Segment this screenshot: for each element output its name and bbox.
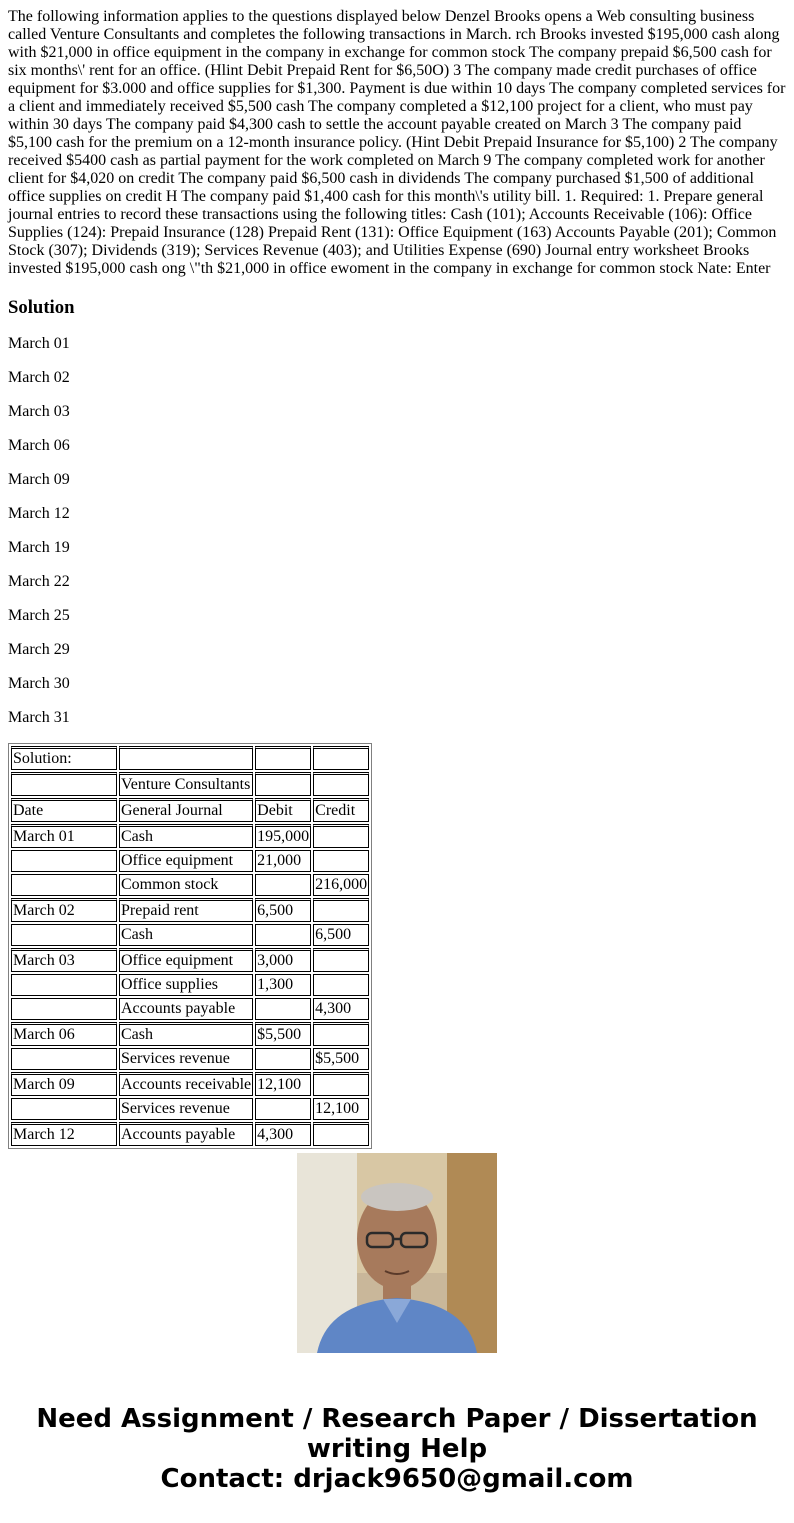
entry-date-cell: March 12 bbox=[11, 1122, 117, 1146]
date-item: March 03 bbox=[8, 403, 70, 420]
date-item: March 12 bbox=[8, 505, 70, 522]
date-item: March 25 bbox=[8, 607, 70, 624]
debit-cell: 195,000 bbox=[255, 824, 311, 848]
date-item: March 02 bbox=[8, 369, 70, 386]
table-cell bbox=[255, 746, 311, 770]
date-list bbox=[8, 335, 786, 727]
table-row bbox=[11, 998, 369, 1020]
table-row bbox=[11, 1022, 369, 1046]
entry-date-cell: March 09 bbox=[11, 1072, 117, 1096]
table-row bbox=[11, 924, 369, 946]
credit-cell: $5,500 bbox=[313, 1048, 369, 1070]
debit-cell: 4,300 bbox=[255, 1122, 311, 1146]
table-row bbox=[11, 824, 369, 848]
column-header-credit: Credit bbox=[313, 798, 369, 822]
debit-cell: 1,300 bbox=[255, 974, 311, 996]
table-cell bbox=[313, 772, 369, 796]
date-item: March 30 bbox=[8, 675, 70, 692]
date-item: March 22 bbox=[8, 573, 70, 590]
table-row bbox=[11, 974, 369, 996]
debit-cell bbox=[255, 998, 311, 1020]
debit-cell: 3,000 bbox=[255, 948, 311, 972]
credit-cell: 6,500 bbox=[313, 924, 369, 946]
table-cell: Solution: bbox=[11, 746, 117, 770]
date-item: March 29 bbox=[8, 641, 70, 658]
account-cell: Accounts payable bbox=[119, 1122, 253, 1146]
table-header-row bbox=[11, 798, 369, 822]
column-header-debit: Debit bbox=[255, 798, 311, 822]
footer-contact bbox=[0, 1404, 794, 1494]
table-row bbox=[11, 948, 369, 972]
footer-line-2: writing Help bbox=[306, 1434, 488, 1464]
account-cell: Office equipment bbox=[119, 948, 253, 972]
debit-cell: 6,500 bbox=[255, 898, 311, 922]
credit-cell bbox=[313, 948, 369, 972]
date-item: March 31 bbox=[8, 709, 70, 726]
entry-date-cell: March 01 bbox=[11, 824, 117, 848]
credit-cell bbox=[313, 898, 369, 922]
credit-cell bbox=[313, 1022, 369, 1046]
footer-line-1: Need Assignment / Research Paper / Dissertation bbox=[36, 1404, 758, 1434]
credit-cell bbox=[313, 1072, 369, 1096]
entry-date-cell bbox=[11, 924, 117, 946]
table-cell bbox=[11, 772, 117, 796]
account-cell: Cash bbox=[119, 924, 253, 946]
account-cell: Accounts receivable bbox=[119, 1072, 253, 1096]
entry-date-cell: March 03 bbox=[11, 948, 117, 972]
debit-cell: 21,000 bbox=[255, 850, 311, 872]
date-item: March 19 bbox=[8, 539, 70, 556]
entry-date-cell bbox=[11, 998, 117, 1020]
date-item: March 01 bbox=[8, 335, 70, 352]
debit-cell bbox=[255, 1098, 311, 1120]
company-name-cell: Venture Consultants bbox=[119, 772, 253, 796]
entry-date-cell bbox=[11, 850, 117, 872]
journal-table bbox=[8, 743, 372, 1149]
table-row bbox=[11, 746, 369, 770]
table-row bbox=[11, 1072, 369, 1096]
debit-cell bbox=[255, 1048, 311, 1070]
credit-cell bbox=[313, 1122, 369, 1146]
date-item: March 06 bbox=[8, 437, 70, 454]
table-row bbox=[11, 850, 369, 872]
entry-date-cell: March 02 bbox=[11, 898, 117, 922]
table-cell bbox=[313, 746, 369, 770]
avatar-portrait-icon bbox=[297, 1153, 497, 1353]
account-cell: Prepaid rent bbox=[119, 898, 253, 922]
table-cell bbox=[119, 746, 253, 770]
table-row bbox=[11, 1098, 369, 1120]
debit-cell bbox=[255, 924, 311, 946]
column-header-date: Date bbox=[11, 798, 117, 822]
debit-cell bbox=[255, 874, 311, 896]
account-cell: Cash bbox=[119, 824, 253, 848]
debit-cell: $5,500 bbox=[255, 1022, 311, 1046]
credit-cell bbox=[313, 850, 369, 872]
account-cell: Cash bbox=[119, 1022, 253, 1046]
entry-date-cell bbox=[11, 1048, 117, 1070]
table-row bbox=[11, 898, 369, 922]
credit-cell bbox=[313, 974, 369, 996]
account-cell: Common stock bbox=[119, 874, 253, 896]
table-row bbox=[11, 772, 369, 796]
entry-date-cell bbox=[11, 874, 117, 896]
debit-cell: 12,100 bbox=[255, 1072, 311, 1096]
account-cell: Services revenue bbox=[119, 1048, 253, 1070]
table-row bbox=[11, 1048, 369, 1070]
credit-cell: 4,300 bbox=[313, 998, 369, 1020]
account-cell: Accounts payable bbox=[119, 998, 253, 1020]
credit-cell bbox=[313, 824, 369, 848]
entry-date-cell bbox=[11, 974, 117, 996]
account-cell: Office equipment bbox=[119, 850, 253, 872]
entry-date-cell bbox=[11, 1098, 117, 1120]
table-row bbox=[11, 1122, 369, 1146]
footer-contact-email[interactable]: Contact: drjack9650@gmail.com bbox=[160, 1464, 634, 1494]
author-avatar bbox=[297, 1153, 497, 1353]
account-cell: Office supplies bbox=[119, 974, 253, 996]
credit-cell: 216,000 bbox=[313, 874, 369, 896]
credit-cell: 12,100 bbox=[313, 1098, 369, 1120]
question-text: The following information applies to the questions displayed below Denzel Brooks opens a Web consulting business called Venture Consultants and completes the following transactions in March. rch Brooks invested $195,000 cash along with $21,000 in office equipment in the company in exchange for common stock The company prepaid $6,500 cash for six months\' rent for an office. (Hlint Debit Prepaid Rent for $6,50O) 3 The company made credit purchases of office equipment for $3.000 and office supplies for $1,300. Payment is due within 10 days The company completed services for a client and immediately received $5,500 cash The company completed a $12,100 project for a client, who must pay within 30 days The company paid $4,300 cash to settle the account payable created on March 3 The company paid $5,100 cash for the premium on a 12-month insurance policy. (Hint Debit Prepaid Insurance for $5,100) 2 The company received $5400 cash as partial payment for the work completed on March 9 The company completed work for another client for $4,020 on credit The company paid $6,500 cash in dividends The company purchased $1,500 of additional office supplies on credit H The company paid $1,400 cash for this month\'s utility bill. 1. Required: 1. Prepare general journal entries to record these transactions using the following titles: Cash (101); Accounts Receivable (106): Office Supplies (124): Prepaid Insurance (128) Prepaid Rent (131): Office Equipment (163) Accounts Payable (201); Common Stock (307); Dividends (319); Services Revenue (403); and Utilities Expense (690) Journal entry worksheet Brooks invested $195,000 cash ong \"th $21,000 in office ewoment in the company in exchange for common stock Nate: Enter bbox=[8, 8, 786, 277]
table-row bbox=[11, 874, 369, 896]
date-item: March 09 bbox=[8, 471, 70, 488]
table-cell bbox=[255, 772, 311, 796]
account-cell: Services revenue bbox=[119, 1098, 253, 1120]
column-header-journal: General Journal bbox=[119, 798, 253, 822]
journal-table-viewport[interactable] bbox=[8, 743, 786, 1143]
entry-date-cell: March 06 bbox=[11, 1022, 117, 1046]
solution-heading: Solution bbox=[8, 297, 75, 318]
